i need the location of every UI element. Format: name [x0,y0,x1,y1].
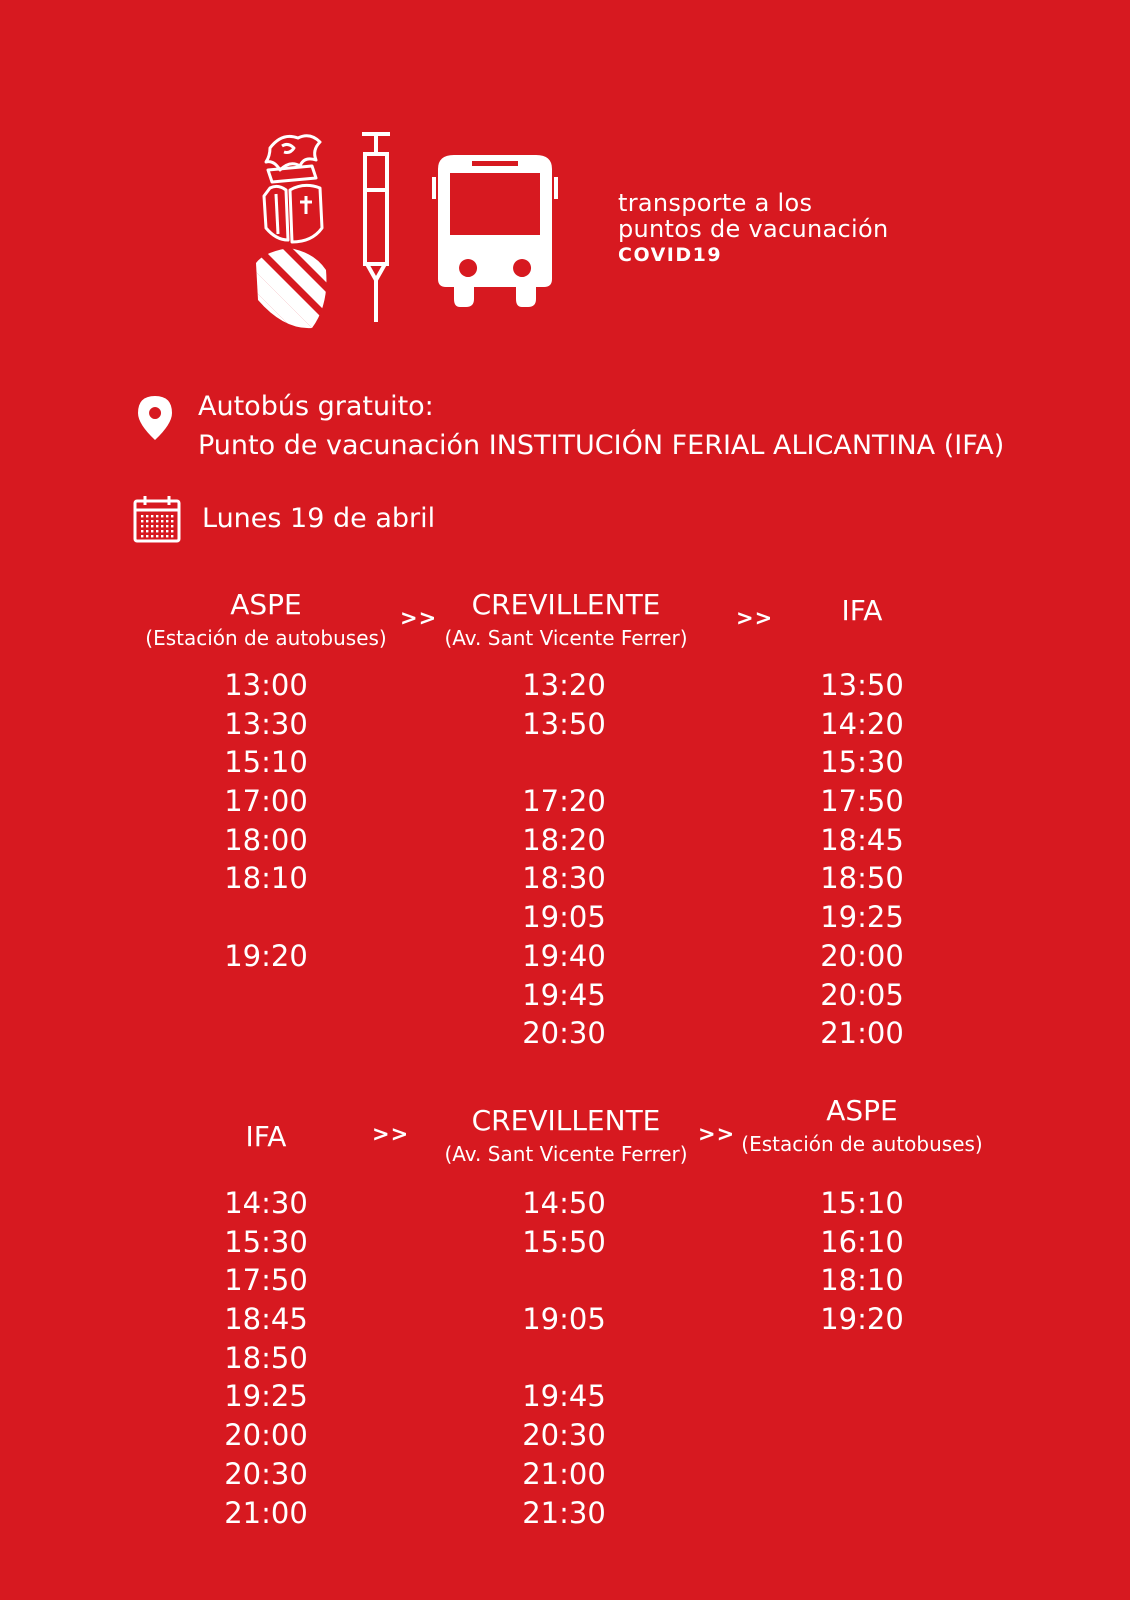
time-cell: 14:20 [820,706,904,741]
route2-col-2 [414,1184,714,1532]
coat-of-arms-icon [254,130,334,330]
time-cell: 19:05 [522,900,606,935]
time-cell: 15:30 [224,1224,308,1259]
time-cell: 16:10 [820,1224,904,1259]
route1-stop-1-name: ASPE [230,588,302,621]
time-cell: 20:30 [522,1418,606,1453]
time-cell: 13:50 [522,706,606,741]
route1-stop-2-name: CREVILLENTE [471,588,661,621]
time-cell: 13:30 [224,706,308,741]
time-cell: 15:10 [224,745,308,780]
time-cell: 19:40 [522,938,606,973]
calendar-icon [133,495,181,543]
time-cell [116,1014,416,1053]
time-cell: 18:10 [224,861,308,896]
location-pin-icon [138,396,172,440]
route1-col-1 [116,666,416,1053]
syringe-icon [358,132,394,324]
time-cell [414,743,714,782]
time-cell: 21:00 [224,1495,308,1530]
time-cell: 20:00 [820,938,904,973]
time-cell: 15:30 [820,745,904,780]
time-cell: 18:45 [820,822,904,857]
time-cell [712,1494,1012,1533]
route2-stop-1-name: IFA [245,1120,287,1153]
time-cell: 19:20 [224,938,308,973]
time-cell [712,1455,1012,1494]
time-cell: 20:05 [820,977,904,1012]
time-cell [712,1416,1012,1455]
time-cell [712,1377,1012,1416]
time-cell: 15:10 [820,1186,904,1220]
route2-stop-3-sub: (Estación de autobuses) [741,1132,983,1156]
time-cell: 21:30 [522,1495,606,1530]
time-cell: 18:45 [224,1302,308,1337]
brand-line-2: puntos de vacunación [618,215,889,243]
bus-icon [432,155,558,307]
brand-line-3: COVID19 [618,244,723,266]
brand-text [618,190,889,268]
route1-stop-3-name: IFA [841,594,883,627]
time-cell: 18:00 [224,822,308,857]
brand-line-1: transporte a los [618,189,813,217]
time-cell [712,1339,1012,1378]
info-line-1: Autobús gratuito: [198,391,434,422]
time-cell: 19:25 [820,900,904,935]
date-label: Lunes 19 de abril [202,503,436,534]
route2-stop-2-sub: (Av. Sant Vicente Ferrer) [444,1142,688,1166]
route2-arrow-2: >> [698,1122,736,1146]
time-cell [116,898,416,937]
time-cell: 17:20 [522,784,606,819]
route2-col-1 [116,1184,416,1532]
time-cell: 18:30 [522,861,606,896]
route1-stop-1-sub: (Estación de autobuses) [145,626,387,650]
time-cell: 14:30 [224,1186,308,1220]
time-cell: 18:50 [820,861,904,896]
time-cell: 20:30 [224,1456,308,1491]
time-cell: 19:25 [224,1379,308,1414]
time-cell: 19:05 [522,1302,606,1337]
time-cell: 20:00 [224,1418,308,1453]
time-cell: 13:50 [820,668,904,702]
route2-col-3 [712,1184,1012,1532]
time-cell [414,1339,714,1378]
time-cell [116,976,416,1015]
time-cell: 18:10 [820,1263,904,1298]
route1-arrow-2: >> [736,606,774,630]
route2-stop-2-name: CREVILLENTE [471,1104,661,1137]
time-cell: 18:50 [224,1340,308,1375]
time-cell: 20:30 [522,1016,606,1051]
time-cell: 18:20 [522,822,606,857]
route1-stop-2-sub: (Av. Sant Vicente Ferrer) [444,626,688,650]
time-cell: 14:50 [522,1186,606,1220]
time-cell: 15:50 [522,1224,606,1259]
time-cell: 13:20 [522,668,606,702]
route1-arrow-1: >> [400,606,438,630]
time-cell: 17:00 [224,784,308,819]
route1-col-2 [414,666,714,1053]
time-cell: 21:00 [820,1016,904,1051]
time-cell: 21:00 [522,1456,606,1491]
time-cell: 19:20 [820,1302,904,1337]
route1-col-3 [712,666,1012,1053]
time-cell: 13:00 [224,668,308,702]
time-cell: 19:45 [522,977,606,1012]
time-cell: 19:45 [522,1379,606,1414]
route2-stop-3-name: ASPE [826,1094,898,1127]
info-line-2: Punto de vacunación INSTITUCIÓN FERIAL ALICANTINA (IFA) [198,430,1005,461]
route2-arrow-1: >> [372,1122,410,1146]
time-cell: 17:50 [820,784,904,819]
time-cell: 17:50 [224,1263,308,1298]
time-cell [414,1261,714,1300]
